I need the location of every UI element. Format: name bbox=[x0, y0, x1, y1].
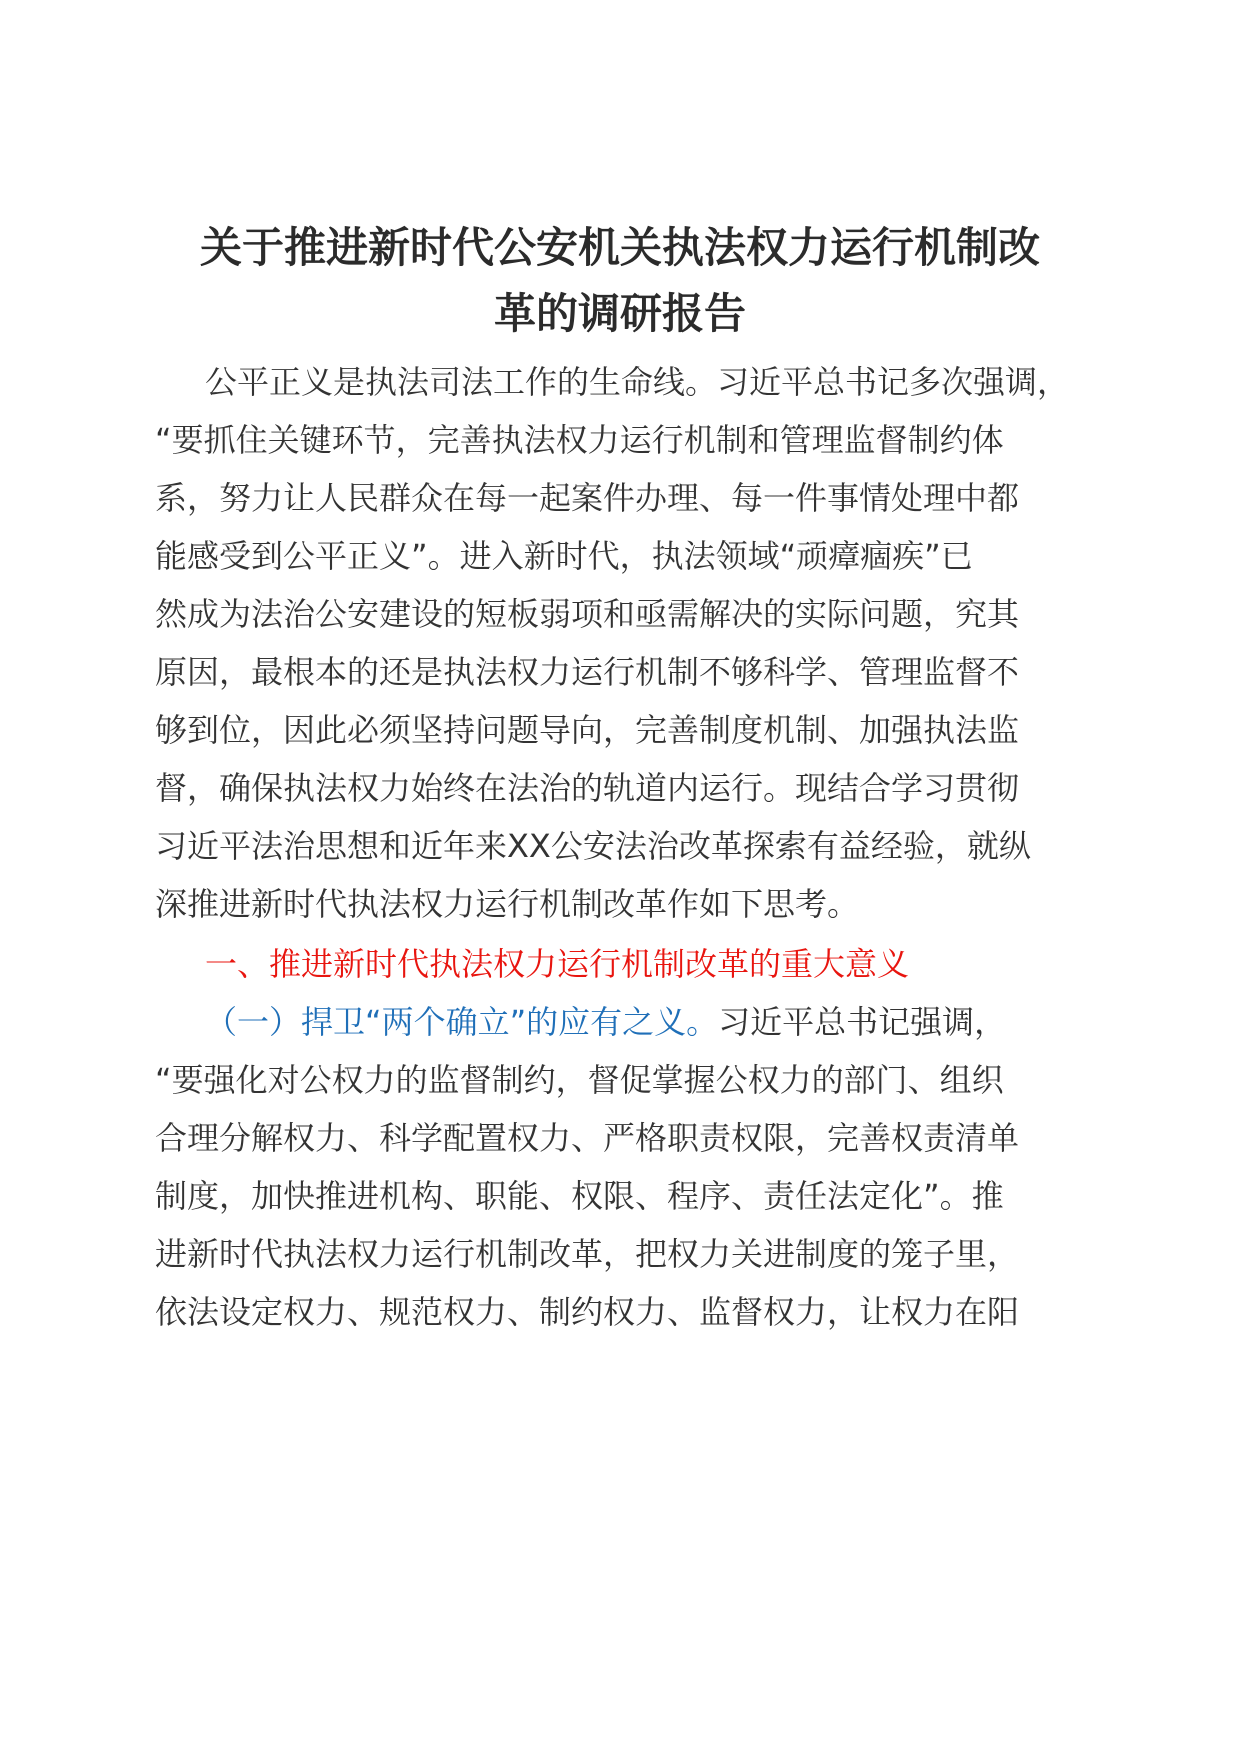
intro-line: 督，确保执法权力始终在法治的轨道内运行。现结合学习贯彻 bbox=[155, 769, 1020, 807]
intro-line: 然成为法治公安建设的短板弱项和亟需解决的实际问题，究其 bbox=[155, 595, 1020, 633]
subsection-first-line-text: 习近平总书记强调， bbox=[718, 1003, 1007, 1041]
title-line-1: 关于推进新时代公安机关执法权力运行机制改 bbox=[199, 223, 1040, 272]
intro-line: 够到位，因此必须坚持问题导向，完善制度机制、加强执法监 bbox=[155, 711, 1020, 749]
document-title bbox=[150, 215, 1090, 347]
section-heading: 一、推进新时代执法权力运行机制改革的重大意义 bbox=[205, 945, 910, 983]
subsection-line: 进新时代执法权力运行机制改革，把权力关进制度的笼子里， bbox=[155, 1235, 1020, 1273]
intro-line: “要抓住关键环节，完善执法权力运行机制和管理监督制约体 bbox=[155, 421, 1004, 459]
intro-line: 能感受到公平正义”。进入新时代，执法领域“顽瘴痼疾”已 bbox=[155, 537, 973, 575]
subsection-heading: （一）捍卫“两个确立”的应有之义。 bbox=[205, 1003, 719, 1041]
subsection-line: 依法设定权力、规范权力、制约权力、监督权力，让权力在阳 bbox=[155, 1293, 1020, 1331]
intro-line: 公平正义是执法司法工作的生命线。习近平总书记多次强调， bbox=[205, 363, 1070, 401]
intro-line: 原因，最根本的还是执法权力运行机制不够科学、管理监督不 bbox=[155, 653, 1020, 691]
subsection-line: 合理分解权力、科学配置权力、严格职责权限，完善权责清单 bbox=[155, 1119, 1020, 1157]
subsection-line: 制度，加快推进机构、职能、权限、程序、责任法定化”。推 bbox=[155, 1177, 1004, 1215]
intro-line: 系，努力让人民群众在每一起案件办理、每一件事情处理中都 bbox=[155, 479, 1020, 517]
intro-line: 习近平法治思想和近年来XX公安法治改革探索有益经验，就纵 bbox=[155, 827, 1031, 865]
intro-line: 深推进新时代执法权力运行机制改革作如下思考。 bbox=[155, 885, 860, 923]
subsection-line: “要强化对公权力的监督制约，督促掌握公权力的部门、组织 bbox=[155, 1061, 1004, 1099]
subsection-first-line bbox=[205, 1002, 1006, 1042]
title-line-2: 革的调研报告 bbox=[493, 289, 746, 338]
